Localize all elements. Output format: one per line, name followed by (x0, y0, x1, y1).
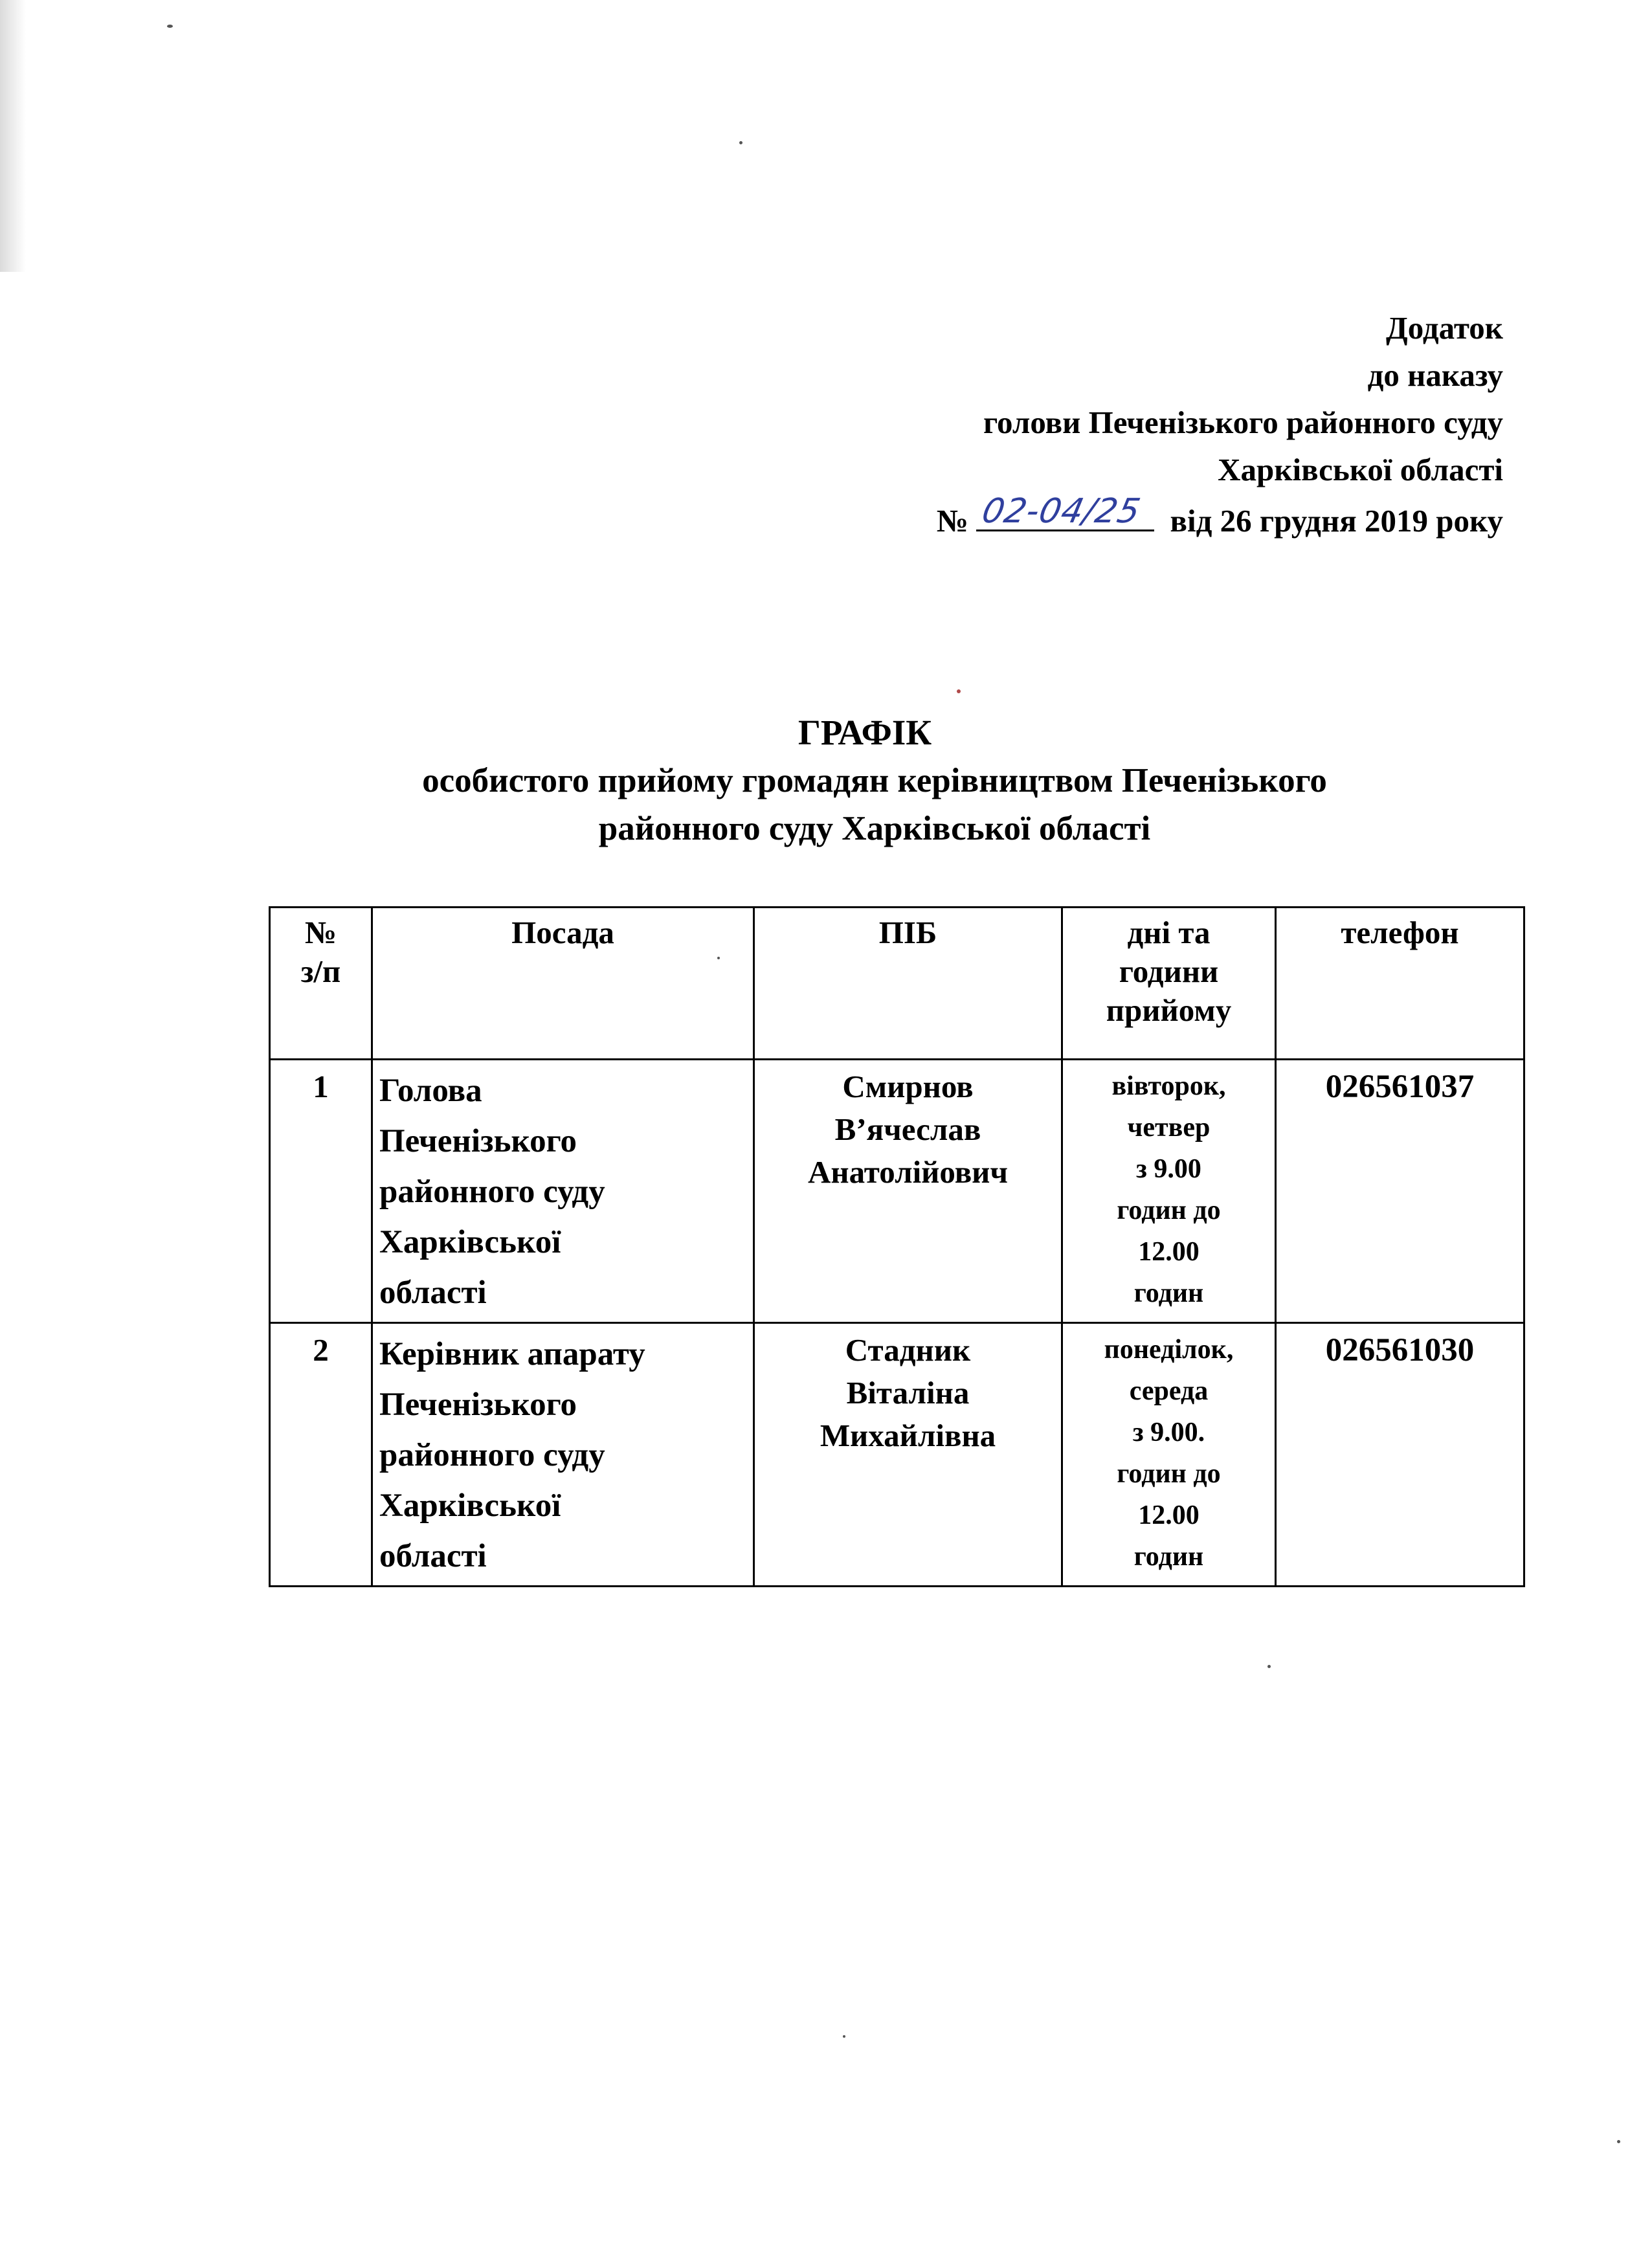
row-position: Голова Печенізького районного суду Харківської області (372, 1060, 754, 1323)
header-number: № з/п (270, 908, 372, 1060)
appendix-header (937, 304, 1503, 544)
table-header-row (270, 908, 1524, 1060)
scan-speck (167, 25, 173, 28)
row-number: 1 (270, 1060, 372, 1323)
table-row (270, 1323, 1524, 1587)
order-number-blank (976, 493, 1154, 531)
appendix-line-1: Додаток (1386, 310, 1503, 346)
title-subtitle-line-1: особистого прийому громадян керівництвом Печенізького (422, 762, 1327, 799)
header-position: Посада (372, 908, 754, 1060)
row-position: Керівник апарату Печенізького районного суду Харківської області (372, 1323, 754, 1587)
order-number-handwritten: 02-04/25 (979, 492, 1144, 531)
title-subtitle-line-2: районного суду Харківської області (598, 810, 1151, 847)
scan-edge-shadow (0, 0, 26, 272)
appendix-line-3: голови Печенізького районного суду (983, 405, 1503, 440)
order-date: від 26 грудня 2019 року (1170, 503, 1503, 539)
document-title (0, 709, 1652, 853)
order-number-sign: № (936, 503, 969, 539)
row-phone: 026561037 (1276, 1060, 1524, 1323)
scan-speck (1267, 1665, 1271, 1668)
row-phone: 026561030 (1276, 1323, 1524, 1587)
appendix-line-2: до наказу (1367, 357, 1503, 393)
reception-schedule-table (269, 906, 1525, 1587)
scan-speck (957, 689, 961, 693)
header-phone: телефон (1276, 908, 1524, 1060)
row-days-hours: понеділок, середа з 9.00. годин до 12.00 годин (1062, 1323, 1276, 1587)
header-full-name: ПІБ (754, 908, 1062, 1060)
scan-speck (739, 141, 742, 144)
row-days-hours: вівторок, четвер з 9.00 годин до 12.00 годин (1062, 1060, 1276, 1323)
row-full-name: Стадник Віталіна Михайлівна (754, 1323, 1062, 1587)
appendix-line-4: Харківської області (1218, 452, 1503, 487)
title-main: ГРАФІК (798, 713, 932, 752)
row-full-name: Смирнов В’ячеслав Анатолійович (754, 1060, 1062, 1323)
scan-speck (843, 2035, 845, 2038)
header-days-hours: дні та години прийому (1062, 908, 1276, 1060)
table-row (270, 1060, 1524, 1323)
scan-speck (1617, 2140, 1620, 2143)
order-reference (937, 493, 1503, 544)
row-number: 2 (270, 1323, 372, 1587)
